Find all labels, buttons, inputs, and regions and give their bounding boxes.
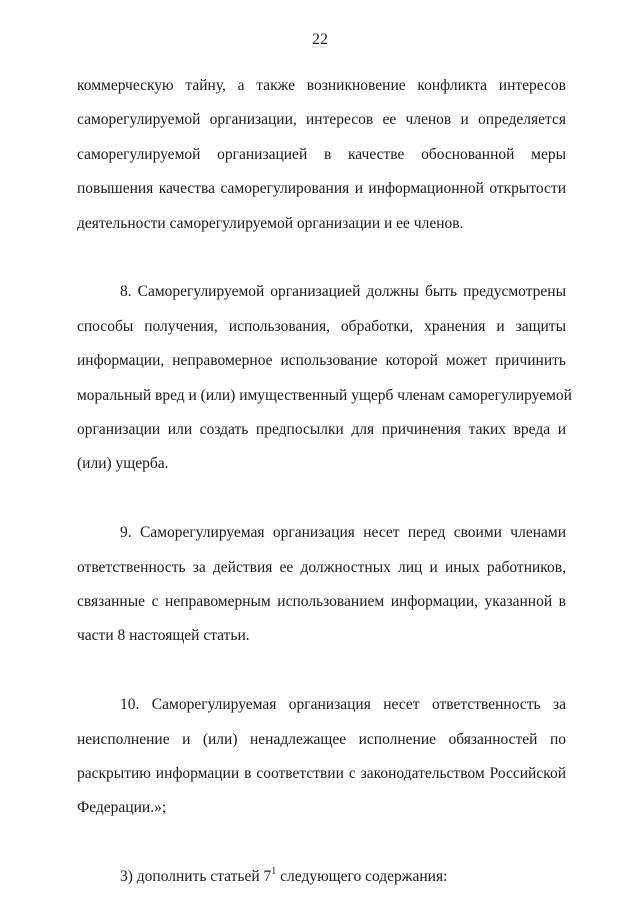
text-line: саморегулируемой организации, интересов ее членов и определяется <box>77 111 566 129</box>
text-line: коммерческую тайну, а также возникновение конфликта интересов <box>77 77 566 94</box>
text-line <box>77 860 566 894</box>
text-line: 10. Саморегулируемая организация несет ответственность за <box>120 696 566 714</box>
text-line: информации, неправомерное использование которой может причинить <box>77 352 566 370</box>
text-line: способы получения, использования, обработки, хранения и защиты <box>77 317 566 335</box>
text-line: 8. Саморегулируемой организацией должны быть предусмотрены <box>120 283 566 301</box>
text-line: моральный вред и (или) имущественный ущерб членам саморегулируемой <box>77 386 572 404</box>
text-line: 9. Саморегулируемая организация несет перед своими членами <box>120 524 566 542</box>
text-line: ответственность за действия ее должностных лиц и иных работников, <box>77 558 566 576</box>
document-body <box>77 69 572 895</box>
text-line: организации или создать предпосылки для причинения таких вреда и <box>77 421 566 439</box>
paragraph-item-8 <box>77 275 572 481</box>
paragraph-item-10 <box>77 688 566 826</box>
text-line: Федерации.»; <box>77 799 167 817</box>
text-line: раскрытию информации в соответствии с законодательством Российской <box>77 765 566 783</box>
text-line: повышения качества саморегулирования и информационной открытости <box>77 180 566 198</box>
paragraph-item-3-amendment <box>77 860 566 894</box>
text-line: саморегулируемой организацией в качестве обоснованной меры <box>77 145 566 163</box>
page-number: 22 <box>312 31 328 48</box>
article-superscript: 1 <box>271 866 277 878</box>
text-line: (или) ущерба. <box>77 455 169 473</box>
amendment-text-before: 3) дополнить статьей 7 <box>120 868 272 886</box>
text-line: деятельности саморегулируемой организации и ее членов. <box>77 214 464 232</box>
text-line: части 8 настоящей статьи. <box>77 627 250 645</box>
paragraph-item-9 <box>77 516 566 654</box>
text-line: связанные с неправомерным использованием информации, указанной в <box>77 593 566 611</box>
text-line: неисполнение и (или) ненадлежащее исполнение обязанностей по <box>77 730 566 748</box>
paragraph-continuation <box>77 69 566 241</box>
amendment-text-after: следующего содержания: <box>276 868 448 886</box>
